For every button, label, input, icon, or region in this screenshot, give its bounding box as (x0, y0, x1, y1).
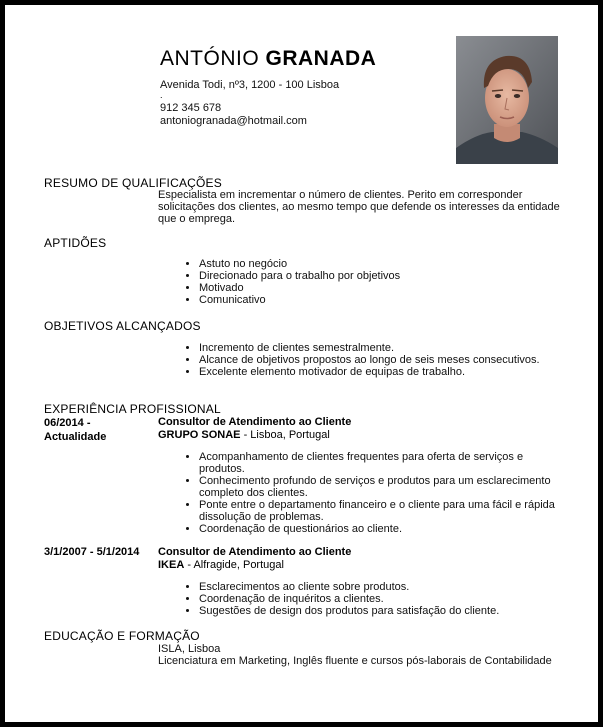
list-item: • Direcionado para o trabalho por objetivos (199, 270, 569, 282)
address: Avenida Todi, nº3, 1200 - 100 Lisboa (160, 79, 340, 91)
job-1-date (44, 416, 106, 444)
list-item: • Coordenação de questionários ao cliente. (199, 523, 569, 535)
contact-separator: . (160, 90, 163, 100)
list-item: • Motivado (199, 282, 569, 294)
skills-list (185, 258, 569, 306)
list-item: • Astuto no negócio (199, 258, 569, 270)
email: antoniogranada@hotmail.com (160, 115, 307, 127)
list-item: • Sugestões de design dos produtos para satisfação do cliente. (199, 605, 569, 617)
job-1-duties (185, 451, 569, 535)
job-2-duties (185, 581, 569, 617)
phone: 912 345 678 (160, 102, 222, 114)
list-item: • Comunicativo (199, 294, 569, 306)
job-1-location: - Lisboa, Portugal (240, 429, 330, 441)
section-title-skills: APTIDÕES (44, 236, 107, 250)
section-title-summary: RESUMO DE QUALIFICAÇÕES (44, 176, 222, 190)
section-title-education: EDUCAÇÃO E FORMAÇÃO (44, 629, 200, 643)
list-item: • Esclarecimentos ao cliente sobre produtos. (199, 581, 569, 593)
education-school: ISLA, Lisboa (158, 643, 221, 655)
portrait-image (456, 36, 558, 164)
list-item: • Ponte entre o departamento financeiro e o cliente para uma fácil e rápida dissolução de problemas. (199, 499, 569, 523)
achievements-list (185, 342, 569, 378)
list-item: • Acompanhamento de clientes frequentes para oferta de serviços e produtos. (199, 451, 569, 475)
list-item: • Incremento de clientes semestralmente. (199, 342, 569, 354)
list-item: • Conhecimento profundo de serviços e produtos para um esclarecimento completo dos clientes. (199, 475, 569, 499)
job-2-date-start: 3/1/2007 - 5/1/2014 (44, 546, 140, 558)
job-2-role: Consultor de Atendimento ao Cliente (158, 546, 352, 558)
first-name: ANTÓNIO (160, 47, 260, 70)
list-item: • Alcance de objetivos propostos ao longo de seis meses consecutivos. (199, 354, 569, 366)
summary-text: Especialista em incrementar o número de clientes. Perito em corresponder solicitações dos clientes, ao mesmo tempo que defende os interesses da entidade que o emprega. (158, 189, 560, 225)
job-1-date-end: Actualidade (44, 431, 107, 443)
job-2-company: IKEA (158, 559, 185, 571)
job-2-date (44, 545, 139, 559)
list-item: • Coordenação de inquéritos a clientes. (199, 593, 569, 605)
last-name: GRANADA (265, 47, 377, 70)
section-title-experience: EXPERIÊNCIA PROFISSIONAL (44, 402, 221, 416)
job-2-location: - Alfragide, Portugal (184, 559, 284, 571)
job-1-role: Consultor de Atendimento ao Cliente (158, 416, 352, 428)
job-1-company-line (158, 429, 330, 441)
job-1-company: GRUPO SONAE (158, 429, 241, 441)
list-item: • Excelente elemento motivador de equipas de trabalho. (199, 366, 569, 378)
candidate-name (160, 47, 376, 71)
job-2-company-line (158, 559, 284, 571)
education-degree: Licenciatura em Marketing, Inglês fluente e cursos pós-laborais de Contabilidade (158, 655, 552, 667)
section-title-achievements: OBJETIVOS ALCANÇADOS (44, 319, 201, 333)
job-1-date-start: 06/2014 - (44, 417, 91, 429)
profile-photo (456, 36, 558, 164)
